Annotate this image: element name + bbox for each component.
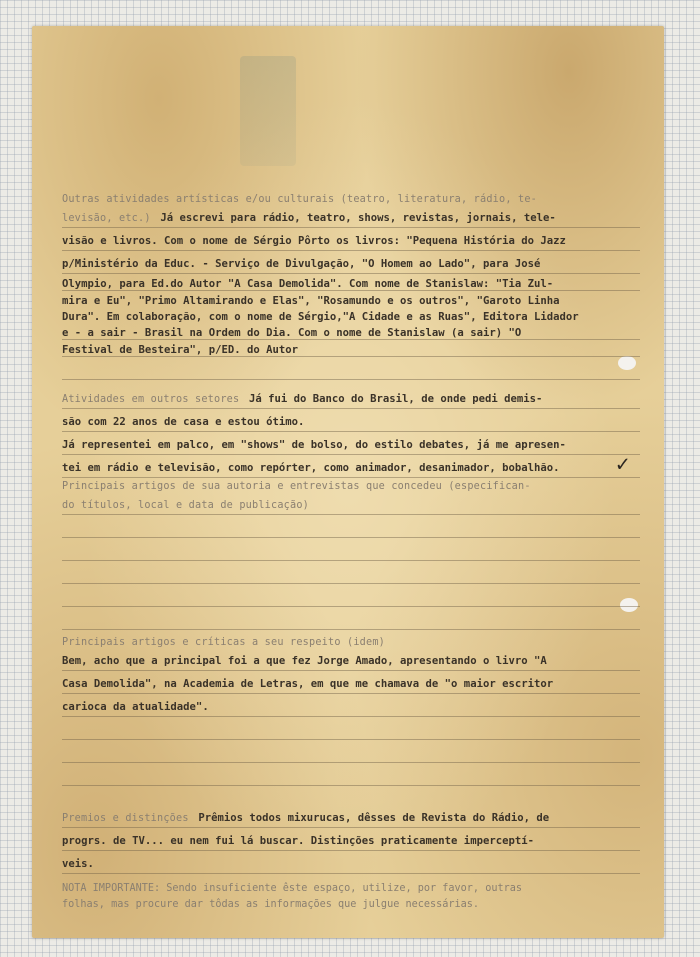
field-label: Premios e distinções <box>62 813 189 824</box>
form-line <box>62 357 640 380</box>
typed-answer: Bem, acho que a principal foi a que fez Jorge Amado, apresentando o livro "A <box>62 655 547 667</box>
form-line <box>62 274 640 291</box>
form-line <box>62 432 640 455</box>
typed-answer: Já representei em palco, em "shows" de bolso, do estilo debates, já me apresen- <box>62 439 566 451</box>
form-line <box>62 307 640 323</box>
form-line <box>62 607 640 630</box>
form-line <box>62 251 640 274</box>
form-line <box>62 228 640 251</box>
typed-answer: p/Ministério da Educ. - Serviço de Divulgação, "O Homem ao Lado", para José <box>62 258 541 270</box>
field-label: Atividades em outros setores <box>62 394 240 405</box>
faded-seal <box>240 56 296 166</box>
field-label: Principais artigos de sua autoria e entrevistas que concedeu (especifican- <box>62 481 531 492</box>
typed-answer: Já escrevi para rádio, teatro, shows, revistas, jornais, tele- <box>160 212 556 224</box>
form-line <box>62 763 640 786</box>
typed-answer: Olympio, para Ed.do Autor "A Casa Demolida". Com nome de Stanislaw: "Tia Zul- <box>62 278 554 290</box>
form-line <box>62 409 640 432</box>
form-line <box>62 717 640 740</box>
typed-answer: carioca da atualidade". <box>62 701 209 713</box>
note-text: NOTA IMPORTANTE: Sendo insuficiente êste espaço, utilize, por favor, outras <box>62 883 523 894</box>
typed-answer: visão e livros. Com o nome de Sérgio Pôrto os livros: "Pequena História do Jazz <box>62 235 566 247</box>
section-premios <box>62 805 640 874</box>
field-label: Outras atividades artísticas e/ou culturais (teatro, literatura, rádio, te- <box>62 194 538 205</box>
check-mark-icon: ✓ <box>616 452 630 477</box>
form-line <box>62 189 640 205</box>
form-line <box>62 671 640 694</box>
typed-answer: Casa Demolida", na Academia de Letras, em que me chamava de "o maior escritor <box>62 678 554 690</box>
form-line <box>62 561 640 584</box>
typed-answer: são com 22 anos de casa e estou ótimo. <box>62 416 305 428</box>
form-line <box>62 632 640 648</box>
form-line <box>62 740 640 763</box>
field-label: Principais artigos e críticas a seu respeito (idem) <box>62 637 386 648</box>
form-line <box>62 340 640 357</box>
form-line <box>62 584 640 607</box>
typed-answer: progrs. de TV... eu nem fui lá buscar. Distinções praticamente imperceptí- <box>62 835 534 847</box>
section-artigos <box>62 476 640 630</box>
form-line <box>62 323 640 340</box>
form-line <box>62 291 640 307</box>
section-criticas <box>62 632 640 786</box>
form-line <box>62 805 640 828</box>
typed-answer: Já fui do Banco do Brasil, de onde pedi demis- <box>248 393 543 405</box>
form-line <box>62 455 640 478</box>
field-label: levisão, etc.) <box>62 213 151 224</box>
form-line <box>62 492 640 515</box>
typed-answer: Prêmios todos mixurucas, dêsses de Revista do Rádio, de <box>198 812 550 824</box>
form-line <box>62 515 640 538</box>
form-line <box>62 851 640 874</box>
typed-answer: Dura". Em colaboração, com o nome de Sérgio,"A Cidade e as Ruas", Editora Lidador <box>62 311 579 323</box>
typed-answer: veis. <box>62 858 94 870</box>
note-line <box>62 894 640 910</box>
typed-answer: Festival de Besteira", p/ED. do Autor <box>62 344 298 356</box>
typed-answer: mira e Eu", "Primo Altamirando e Elas", "Rosamundo e os outros", "Garoto Linha <box>62 295 560 307</box>
form-line <box>62 538 640 561</box>
form-line <box>62 205 640 228</box>
form-line <box>62 828 640 851</box>
field-label: do títulos, local e data de publicação) <box>62 500 310 511</box>
section-atividades <box>62 386 640 478</box>
form-line <box>62 648 640 671</box>
form-line <box>62 694 640 717</box>
section-outras-atividades <box>62 189 640 380</box>
note-text: folhas, mas procure dar tôdas as informações que julgue necessárias. <box>62 899 480 910</box>
form-line <box>62 476 640 492</box>
form-line <box>62 386 640 409</box>
section-nota <box>62 878 640 910</box>
note-line <box>62 878 640 894</box>
typed-answer: e - a sair - Brasil na Ordem do Dia. Com o nome de Stanislaw (a sair) "O <box>62 327 522 339</box>
typed-answer: tei em rádio e televisão, como repórter, como animador, desanimador, bobalhão. <box>62 462 560 474</box>
